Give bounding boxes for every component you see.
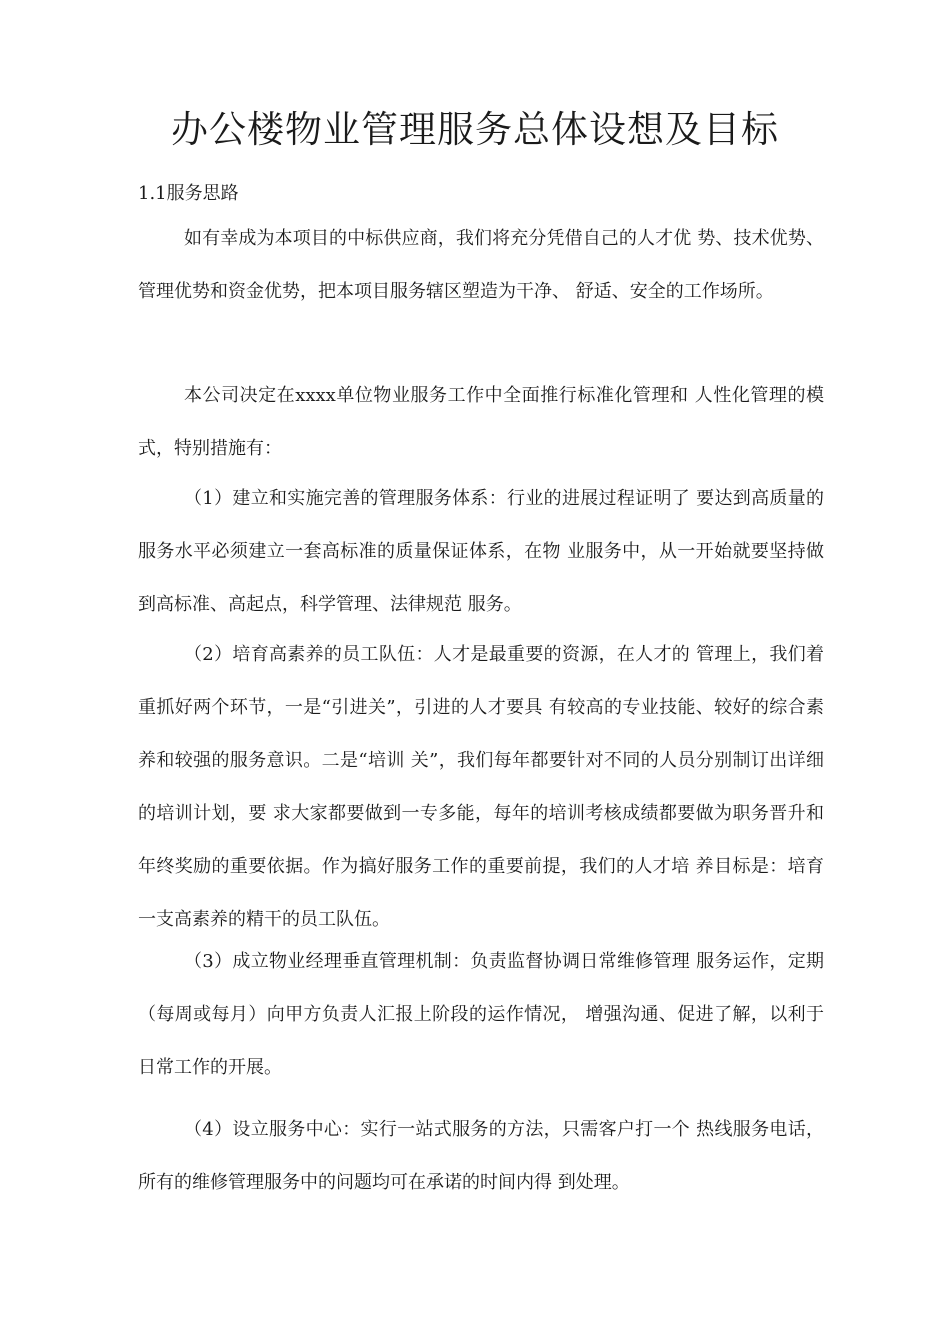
section-heading: 1.1服务思路 xyxy=(138,183,239,204)
document-title: 办公楼物业管理服务总体设想及目标 xyxy=(171,108,779,151)
paragraph-intro: 如有幸成为本项目的中标供应商，我们将充分凭借自己的人才优 势、技术优势、管理优势和资金优势，把本项目服务辖区塑造为干净、 舒适、安全的工作场所。 xyxy=(138,228,824,302)
paragraph-measure-3: （3）成立物业经理垂直管理机制：负责监督协调日常维修管理 服务运作，定期（每周或每月）向甲方负责人汇报上阶段的运作情况， 增强沟通、促进了解，以利于日常工作的开展。 xyxy=(138,951,824,1078)
paragraph-measure-2: （2）培育高素养的员工队伍：人才是最重要的资源，在人才的 管理上，我们着重抓好两个环节，一是“引进关”，引进的人才要具 有较高的专业技能、较好的综合素养和较强的服务意识。二是“培训 关”，我们每年都要针对不同的人员分别制订出详细的培训计划，要 求大家都要做到一专多能，每年的培训考核成绩都要做为职务晋升和 年终奖励的重要依据。作为搞好服务工作的重要前提，我们的人才培 养目标是：培育一支高素养的精干的员工队伍。 xyxy=(138,644,824,930)
paragraph-measure-1: （1）建立和实施完善的管理服务体系：行业的进展过程证明了 要达到高质量的服务水平必须建立一套高标准的质量保证体系，在物 业服务中，从一开始就要坚持做到高标准、高起点，科学管理、法律规范 服务。 xyxy=(138,488,824,615)
paragraph-measure-4: （4）设立服务中心：实行一站式服务的方法，只需客户打一个 热线服务电话，所有的维修管理服务中的问题均可在承诺的时间内得 到处理。 xyxy=(138,1119,824,1193)
paragraph-measures-intro: 本公司决定在xxxx单位物业服务工作中全面推行标准化管理和 人性化管理的模式，特别措施有： xyxy=(138,385,824,459)
